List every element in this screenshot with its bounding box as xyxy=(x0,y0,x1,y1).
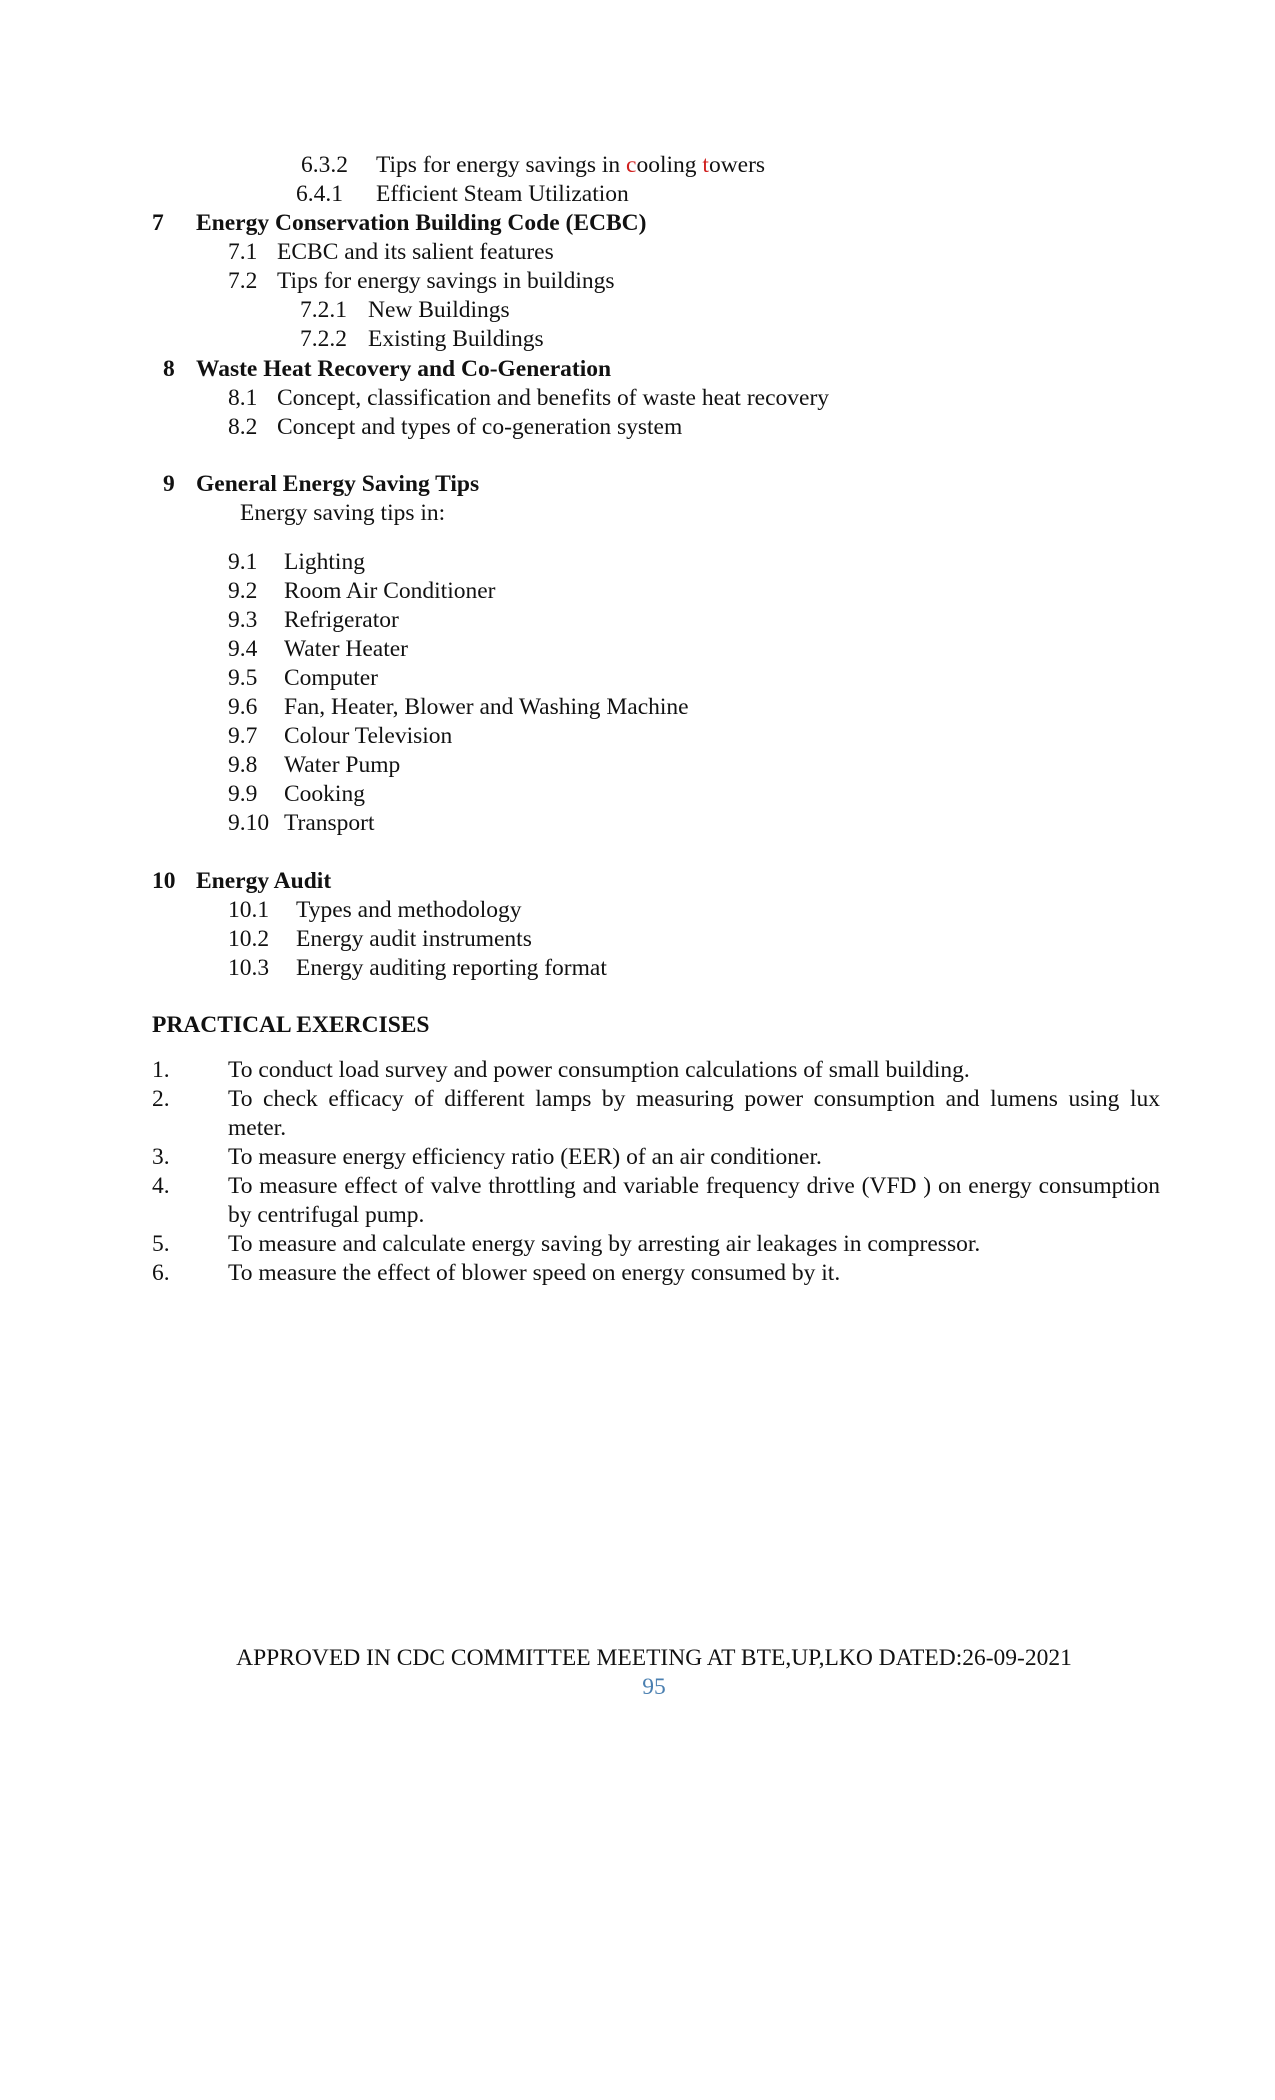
item-text: Computer xyxy=(284,665,378,691)
section-7-heading xyxy=(152,209,646,237)
item-text: Efficient Steam Utilization xyxy=(376,181,629,207)
toc-item-6-4-1 xyxy=(296,180,629,208)
item-number: 10.1 xyxy=(228,897,270,923)
toc-item-7-2-1 xyxy=(300,296,510,324)
item-number: 9.4 xyxy=(228,636,258,662)
item-text: Room Air Conditioner xyxy=(284,578,496,604)
exercise-number: 6. xyxy=(152,1260,170,1286)
item-text: Fan, Heater, Blower and Washing Machine xyxy=(284,694,689,720)
page-number: 95 xyxy=(642,1674,666,1700)
item-text: Water Pump xyxy=(284,752,401,778)
item-text: Colour Television xyxy=(284,723,453,749)
toc-item-10-2 xyxy=(228,925,532,953)
item-text: Refrigerator xyxy=(284,607,399,633)
section-title: General Energy Saving Tips xyxy=(196,471,480,497)
section-title: Energy Audit xyxy=(196,868,332,894)
toc-item-9-8 xyxy=(228,751,400,779)
item-text: New Buildings xyxy=(368,297,510,323)
item-text: Energy auditing reporting format xyxy=(296,955,607,981)
item-number: 9.5 xyxy=(228,665,258,691)
toc-item-8-2 xyxy=(228,413,682,441)
toc-item-9-4 xyxy=(228,635,408,663)
item-number: 9.3 xyxy=(228,607,258,633)
item-number: 6.3.2 xyxy=(301,152,348,178)
approval-footer: APPROVED IN CDC COMMITTEE MEETING AT BTE,UP,LKO DATED:26-09-2021 xyxy=(236,1645,1072,1671)
exercise-text: To measure and calculate energy saving by arresting air leakages in compressor. xyxy=(228,1231,981,1257)
toc-item-9-9 xyxy=(228,780,365,808)
item-text: ECBC and its salient features xyxy=(277,239,554,265)
item-text: Types and methodology xyxy=(296,897,522,923)
item-text: Transport xyxy=(284,810,375,836)
section-8-heading xyxy=(163,355,611,383)
toc-item-7-2 xyxy=(228,267,615,295)
item-text: Tips for energy savings in buildings xyxy=(277,268,615,294)
exercise-text: To conduct load survey and power consumption calculations of small building. xyxy=(228,1057,970,1083)
item-text: Energy audit instruments xyxy=(296,926,532,952)
item-number: 7.2 xyxy=(228,268,258,294)
toc-item-10-3 xyxy=(228,954,607,982)
item-number: 7.2.1 xyxy=(300,297,347,323)
toc-item-7-2-2 xyxy=(300,325,544,353)
exercise-text: To measure the effect of blower speed on energy consumed by it. xyxy=(228,1260,841,1286)
item-number: 9.7 xyxy=(228,723,258,749)
item-number: 10.3 xyxy=(228,955,270,981)
exercise-number: 3. xyxy=(152,1144,170,1170)
section-number: 7 xyxy=(152,210,164,236)
highlighted-letter: t xyxy=(702,152,709,178)
section-number: 8 xyxy=(163,356,175,382)
section-9-heading xyxy=(163,470,479,498)
item-text: Lighting xyxy=(284,549,365,575)
item-number: 10.2 xyxy=(228,926,270,952)
item-text: Concept, classification and benefits of waste heat recovery xyxy=(277,385,830,411)
exercise-text: To measure effect of valve throttling and variable frequency drive (VFD ) on energy consumption by centrifugal pump. xyxy=(228,1173,1160,1228)
item-text: Water Heater xyxy=(284,636,409,662)
section-number: 10 xyxy=(152,868,176,894)
section-title: Waste Heat Recovery and Co-Generation xyxy=(196,356,612,382)
toc-item-9-7 xyxy=(228,722,452,750)
toc-item-9-2 xyxy=(228,577,496,605)
toc-item-9-10 xyxy=(228,809,375,837)
exercise-text: To measure energy efficiency ratio (EER) of an air conditioner. xyxy=(228,1144,822,1170)
toc-item-8-1 xyxy=(228,384,829,412)
toc-item-9-5 xyxy=(228,664,378,692)
toc-item-6-3-2 xyxy=(301,151,765,179)
item-number: 6.4.1 xyxy=(296,181,343,207)
section-10-heading xyxy=(152,867,331,895)
exercise-text: To check efficacy of different lamps by measuring power consumption and lumens using lux meter. xyxy=(228,1086,1160,1141)
item-text-part: owers xyxy=(708,152,766,178)
item-text: Cooking xyxy=(284,781,365,807)
item-number: 9.9 xyxy=(228,781,258,807)
toc-item-7-1 xyxy=(228,238,554,266)
highlighted-letter: c xyxy=(626,152,637,178)
section-title: Energy Conservation Building Code (ECBC) xyxy=(196,210,647,236)
toc-item-9-1 xyxy=(228,548,365,576)
toc-item-9-6 xyxy=(228,693,689,721)
item-number: 9.10 xyxy=(228,810,270,836)
item-text: Concept and types of co-generation system xyxy=(277,414,683,440)
section-number: 9 xyxy=(163,471,175,497)
exercise-number: 1. xyxy=(152,1057,170,1083)
toc-item-9-3 xyxy=(228,606,399,634)
item-number: 9.2 xyxy=(228,578,258,604)
item-text-part: Tips for energy savings in xyxy=(376,152,627,178)
practical-exercises-heading: PRACTICAL EXERCISES xyxy=(152,1012,430,1038)
item-number: 7.1 xyxy=(228,239,258,265)
exercise-number: 2. xyxy=(152,1086,170,1112)
item-number: 8.1 xyxy=(228,385,258,411)
item-text: Existing Buildings xyxy=(368,326,544,352)
section-9-intro: Energy saving tips in: xyxy=(240,500,446,526)
item-number: 9.1 xyxy=(228,549,258,575)
item-text-part: ooling xyxy=(636,152,703,178)
toc-item-10-1 xyxy=(228,896,522,924)
item-number: 7.2.2 xyxy=(300,326,347,352)
item-number: 8.2 xyxy=(228,414,258,440)
exercise-number: 5. xyxy=(152,1231,170,1257)
exercise-number: 4. xyxy=(152,1173,170,1199)
item-number: 9.8 xyxy=(228,752,258,778)
item-number: 9.6 xyxy=(228,694,258,720)
